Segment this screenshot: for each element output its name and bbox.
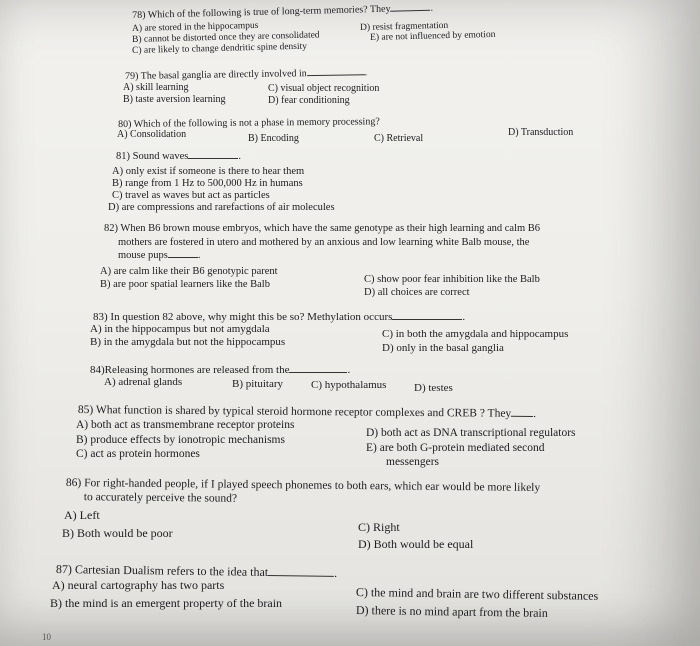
page-number: 10 [42, 632, 51, 642]
q80-option-b: B) Encoding [248, 133, 299, 144]
q83-option-c: C) in both the amygdala and hippocampus [382, 328, 569, 340]
question-78 [132, 3, 433, 21]
question-79 [125, 67, 367, 82]
question-82-stem-line-3: mouse pups . [118, 250, 201, 262]
question-86-stem-line-1: 86) For right-handed people, if I played speech phonemes to both ears, which ear would be more likely [65, 477, 541, 494]
question-84-stem: 84)Releasing hormones are released from the . [90, 364, 351, 376]
q86-option-d: D) Both would be equal [358, 537, 474, 551]
q79-option-a: A) skill learning [123, 82, 189, 93]
q79-option-d: D) fear conditioning [268, 95, 350, 106]
q78-option-b: B) cannot be distorted once they are consolidated [132, 30, 320, 45]
question-82 [104, 223, 540, 262]
question-83-stem: 83) In question 82 above, why might this be so? Methylation occurs . [93, 311, 466, 323]
q87-option-a: A) neural cartography has two parts [52, 578, 225, 592]
q84-option-a: A) adrenal glands [104, 376, 183, 388]
q84-option-b: B) pituitary [232, 378, 284, 390]
q82-option-b: B) are poor spatial learners like the Balb [100, 279, 270, 290]
q81-option-b: B) range from 1 Hz to 500,000 Hz in humans [112, 178, 303, 189]
q85-option-d: D) both act as DNA transcriptional regulators [366, 427, 576, 439]
question-84 [90, 364, 350, 376]
q80-option-a: A) Consolidation [117, 129, 187, 140]
q87-option-c: C) the mind and brain are two different substances [355, 585, 599, 603]
question-87-stem: 87) Cartesian Dualism refers to the idea that . [55, 562, 338, 580]
q85-option-b: B) produce effects by ionotropic mechanisms [76, 434, 285, 446]
q84-option-c: C) hypothalamus [311, 379, 387, 391]
q79-option-b: B) taste aversion learning [123, 94, 226, 105]
q82-option-c: C) show poor fear inhibition like the Balb [364, 274, 540, 285]
q82-option-a: A) are calm like their B6 genotypic parent [100, 266, 278, 277]
question-78-stem: 78) Which of the following is true of long-term memories? They . [132, 2, 434, 21]
q80-option-d: D) Transduction [508, 127, 574, 138]
q85-option-e-continued: messengers [386, 456, 440, 468]
q83-option-a: A) in the hippocampus but not amygdala [90, 323, 270, 335]
question-86-stem-line-2: to accurately perceive the sound? [83, 490, 238, 505]
q86-option-a: A) Left [64, 508, 100, 522]
q78-option-a: A) are stored in the hippocampus [132, 20, 259, 34]
question-80 [118, 116, 380, 130]
q79-option-c: C) visual object recognition [268, 83, 380, 94]
q80-option-c: C) Retrieval [374, 133, 424, 144]
q85-option-c: C) act as protein hormones [76, 448, 200, 460]
q81-option-a: A) only exist if someone is there to hear them [112, 166, 305, 177]
q85-option-e: E) are both G-protein mediated second [366, 442, 545, 454]
question-81 [116, 151, 241, 163]
question-86 [66, 477, 540, 508]
q81-option-d: D) are compressions and rarefactions of air molecules [108, 202, 335, 213]
q87-option-d: D) there is no mind apart from the brain [355, 603, 548, 621]
q85-option-a: A) both act as transmembrane receptor proteins [76, 419, 295, 431]
q83-option-b: B) in the amygdala but not the hippocampus [90, 336, 286, 348]
question-82-stem-line-1: 82) When B6 brown mouse embryos, which have the same genotype as their high learning and calm B6 [104, 223, 541, 234]
q78-option-c: C) are likely to change dendritic spine density [132, 41, 308, 56]
q78-option-d: D) resist fragmentation [360, 20, 449, 33]
q78-option-e: E) are not influenced by emotion [370, 29, 496, 43]
q86-option-b: B) Both would be poor [62, 526, 173, 540]
q83-option-d: D) only in the basal ganglia [382, 342, 504, 354]
question-83 [93, 311, 465, 323]
q82-option-d: D) all choices are correct [364, 287, 470, 298]
question-81-stem: 81) Sound waves . [116, 151, 241, 162]
q86-option-c: C) Right [358, 520, 400, 534]
q84-option-d: D) testes [414, 382, 453, 394]
question-79-stem: 79) The basal ganglia are directly involved in . [125, 67, 368, 82]
q81-option-c: C) travel as waves but act as particles [112, 190, 270, 201]
q87-option-b: B) the mind is an emergent property of the brain [50, 596, 283, 610]
question-82-stem-line-2: mothers are fostered in utero and mothered by an anxious and low learning white Balb mouse, the [118, 236, 530, 248]
question-80-stem: 80) Which of the following is not a phase in memory processing? [118, 116, 380, 130]
question-85-stem: 85) What function is shared by typical steroid hormone receptor complexes and CREB ? They . [77, 404, 537, 420]
